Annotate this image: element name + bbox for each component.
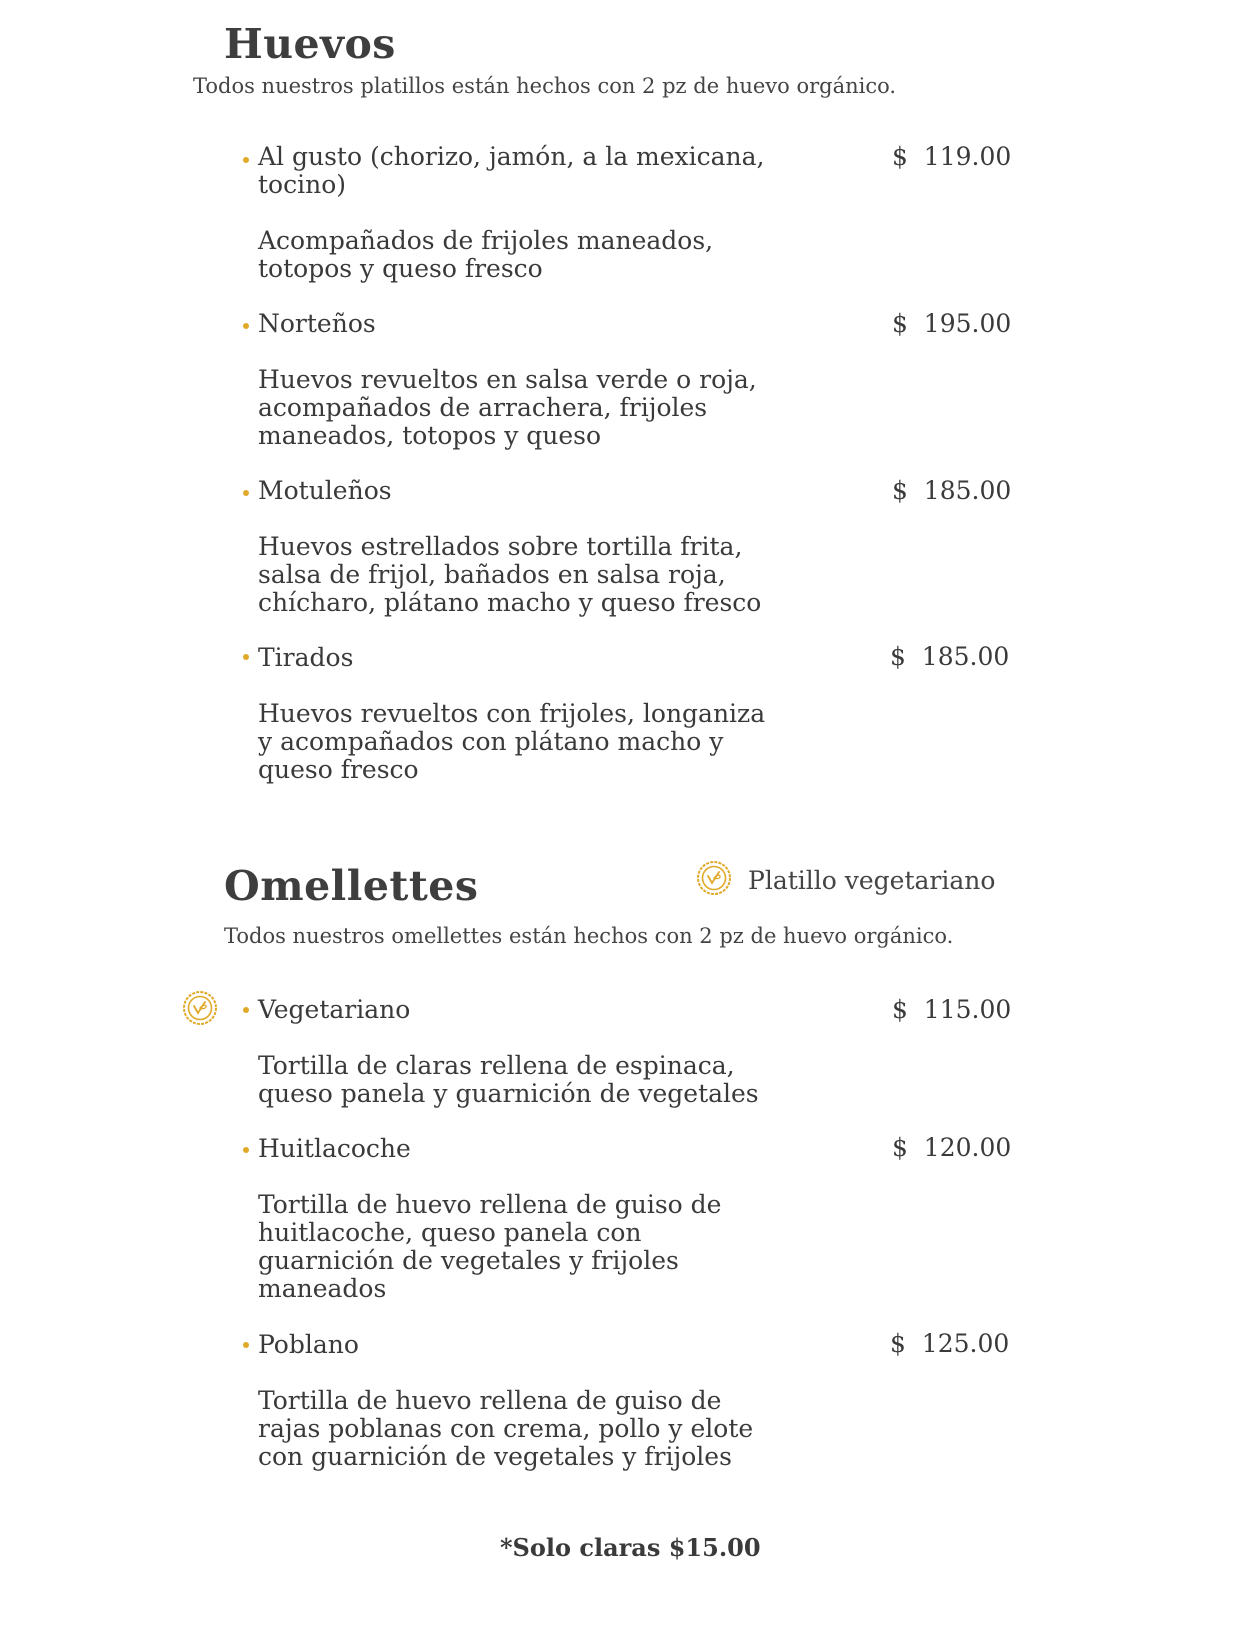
desc-line: con guarnición de vegetales y frijoles xyxy=(258,1442,732,1471)
item-name xyxy=(258,1135,411,1163)
bullet-icon xyxy=(243,1342,249,1348)
item-price: $ 185.00 xyxy=(892,476,1012,505)
desc-line: huitlacoche, queso panela con xyxy=(258,1218,642,1247)
huevos-subtitle: Todos nuestros platillos están hechos con 2 pz de huevo orgánico. xyxy=(193,74,897,98)
vegetarian-legend-label: Platillo vegetariano xyxy=(748,866,996,895)
item-name-line: Poblano xyxy=(258,1330,359,1359)
item-name xyxy=(258,1331,359,1359)
item-name-line: Huitlacoche xyxy=(258,1134,411,1163)
item-name xyxy=(258,143,765,199)
desc-line: Acompañados de frijoles maneados, xyxy=(258,226,714,255)
huevos-title: Huevos xyxy=(224,20,396,68)
item-name-line: Al gusto (chorizo, jamón, a la mexicana, xyxy=(258,142,765,171)
item-name-line: tocino) xyxy=(258,170,347,199)
vegetarian-seal-icon xyxy=(182,990,218,1026)
bullet-icon xyxy=(243,157,249,163)
item-description xyxy=(258,533,761,617)
desc-line: y acompañados con plátano macho y xyxy=(258,727,724,756)
item-description xyxy=(258,366,757,450)
item-name xyxy=(258,644,353,672)
bullet-icon xyxy=(243,654,249,660)
desc-line: maneados, totopos y queso xyxy=(258,421,602,450)
item-name xyxy=(258,477,392,505)
desc-line: Huevos estrellados sobre tortilla frita, xyxy=(258,532,743,561)
item-price: $ 195.00 xyxy=(892,309,1012,338)
desc-line: Tortilla de claras rellena de espinaca, xyxy=(258,1051,735,1080)
item-description xyxy=(258,1052,759,1108)
item-name-line: Motuleños xyxy=(258,476,392,505)
desc-line: rajas poblanas con crema, pollo y elote xyxy=(258,1414,754,1443)
desc-line: Tortilla de huevo rellena de guiso de xyxy=(258,1190,722,1219)
item-description xyxy=(258,227,713,283)
desc-line: acompañados de arrachera, frijoles xyxy=(258,393,708,422)
desc-line: salsa de frijol, bañados en salsa roja, xyxy=(258,560,726,589)
desc-line: guarnición de vegetales y frijoles xyxy=(258,1246,679,1275)
desc-line: Tortilla de huevo rellena de guiso de xyxy=(258,1386,722,1415)
desc-line: Huevos revueltos en salsa verde o roja, xyxy=(258,365,757,394)
omellettes-subtitle: Todos nuestros omellettes están hechos con 2 pz de huevo orgánico. xyxy=(224,924,954,948)
desc-line: maneados xyxy=(258,1274,387,1303)
item-name-line: Norteños xyxy=(258,309,376,338)
item-price: $ 125.00 xyxy=(890,1329,1010,1358)
item-name xyxy=(258,996,410,1024)
item-description xyxy=(258,700,765,784)
bullet-icon xyxy=(243,323,249,329)
item-price: $ 115.00 xyxy=(892,995,1012,1024)
item-name-line: Tirados xyxy=(258,643,354,672)
desc-line: Huevos revueltos con frijoles, longaniza xyxy=(258,699,766,728)
desc-line: totopos y queso fresco xyxy=(258,254,543,283)
item-description xyxy=(258,1387,753,1471)
bullet-icon xyxy=(243,490,249,496)
item-description xyxy=(258,1191,721,1303)
item-price: $ 119.00 xyxy=(892,142,1012,171)
item-price: $ 185.00 xyxy=(890,642,1010,671)
footer-note: *Solo claras $15.00 xyxy=(500,1533,761,1562)
desc-line: chícharo, plátano macho y queso fresco xyxy=(258,588,762,617)
item-name-line: Vegetariano xyxy=(258,995,411,1024)
item-price: $ 120.00 xyxy=(892,1133,1012,1162)
bullet-icon xyxy=(243,1007,249,1013)
desc-line: queso fresco xyxy=(258,755,419,784)
omellettes-title: Omellettes xyxy=(224,862,479,910)
item-name xyxy=(258,310,376,338)
bullet-icon xyxy=(243,1147,249,1153)
desc-line: queso panela y guarnición de vegetales xyxy=(258,1079,759,1108)
vegetarian-seal-icon xyxy=(696,860,732,896)
